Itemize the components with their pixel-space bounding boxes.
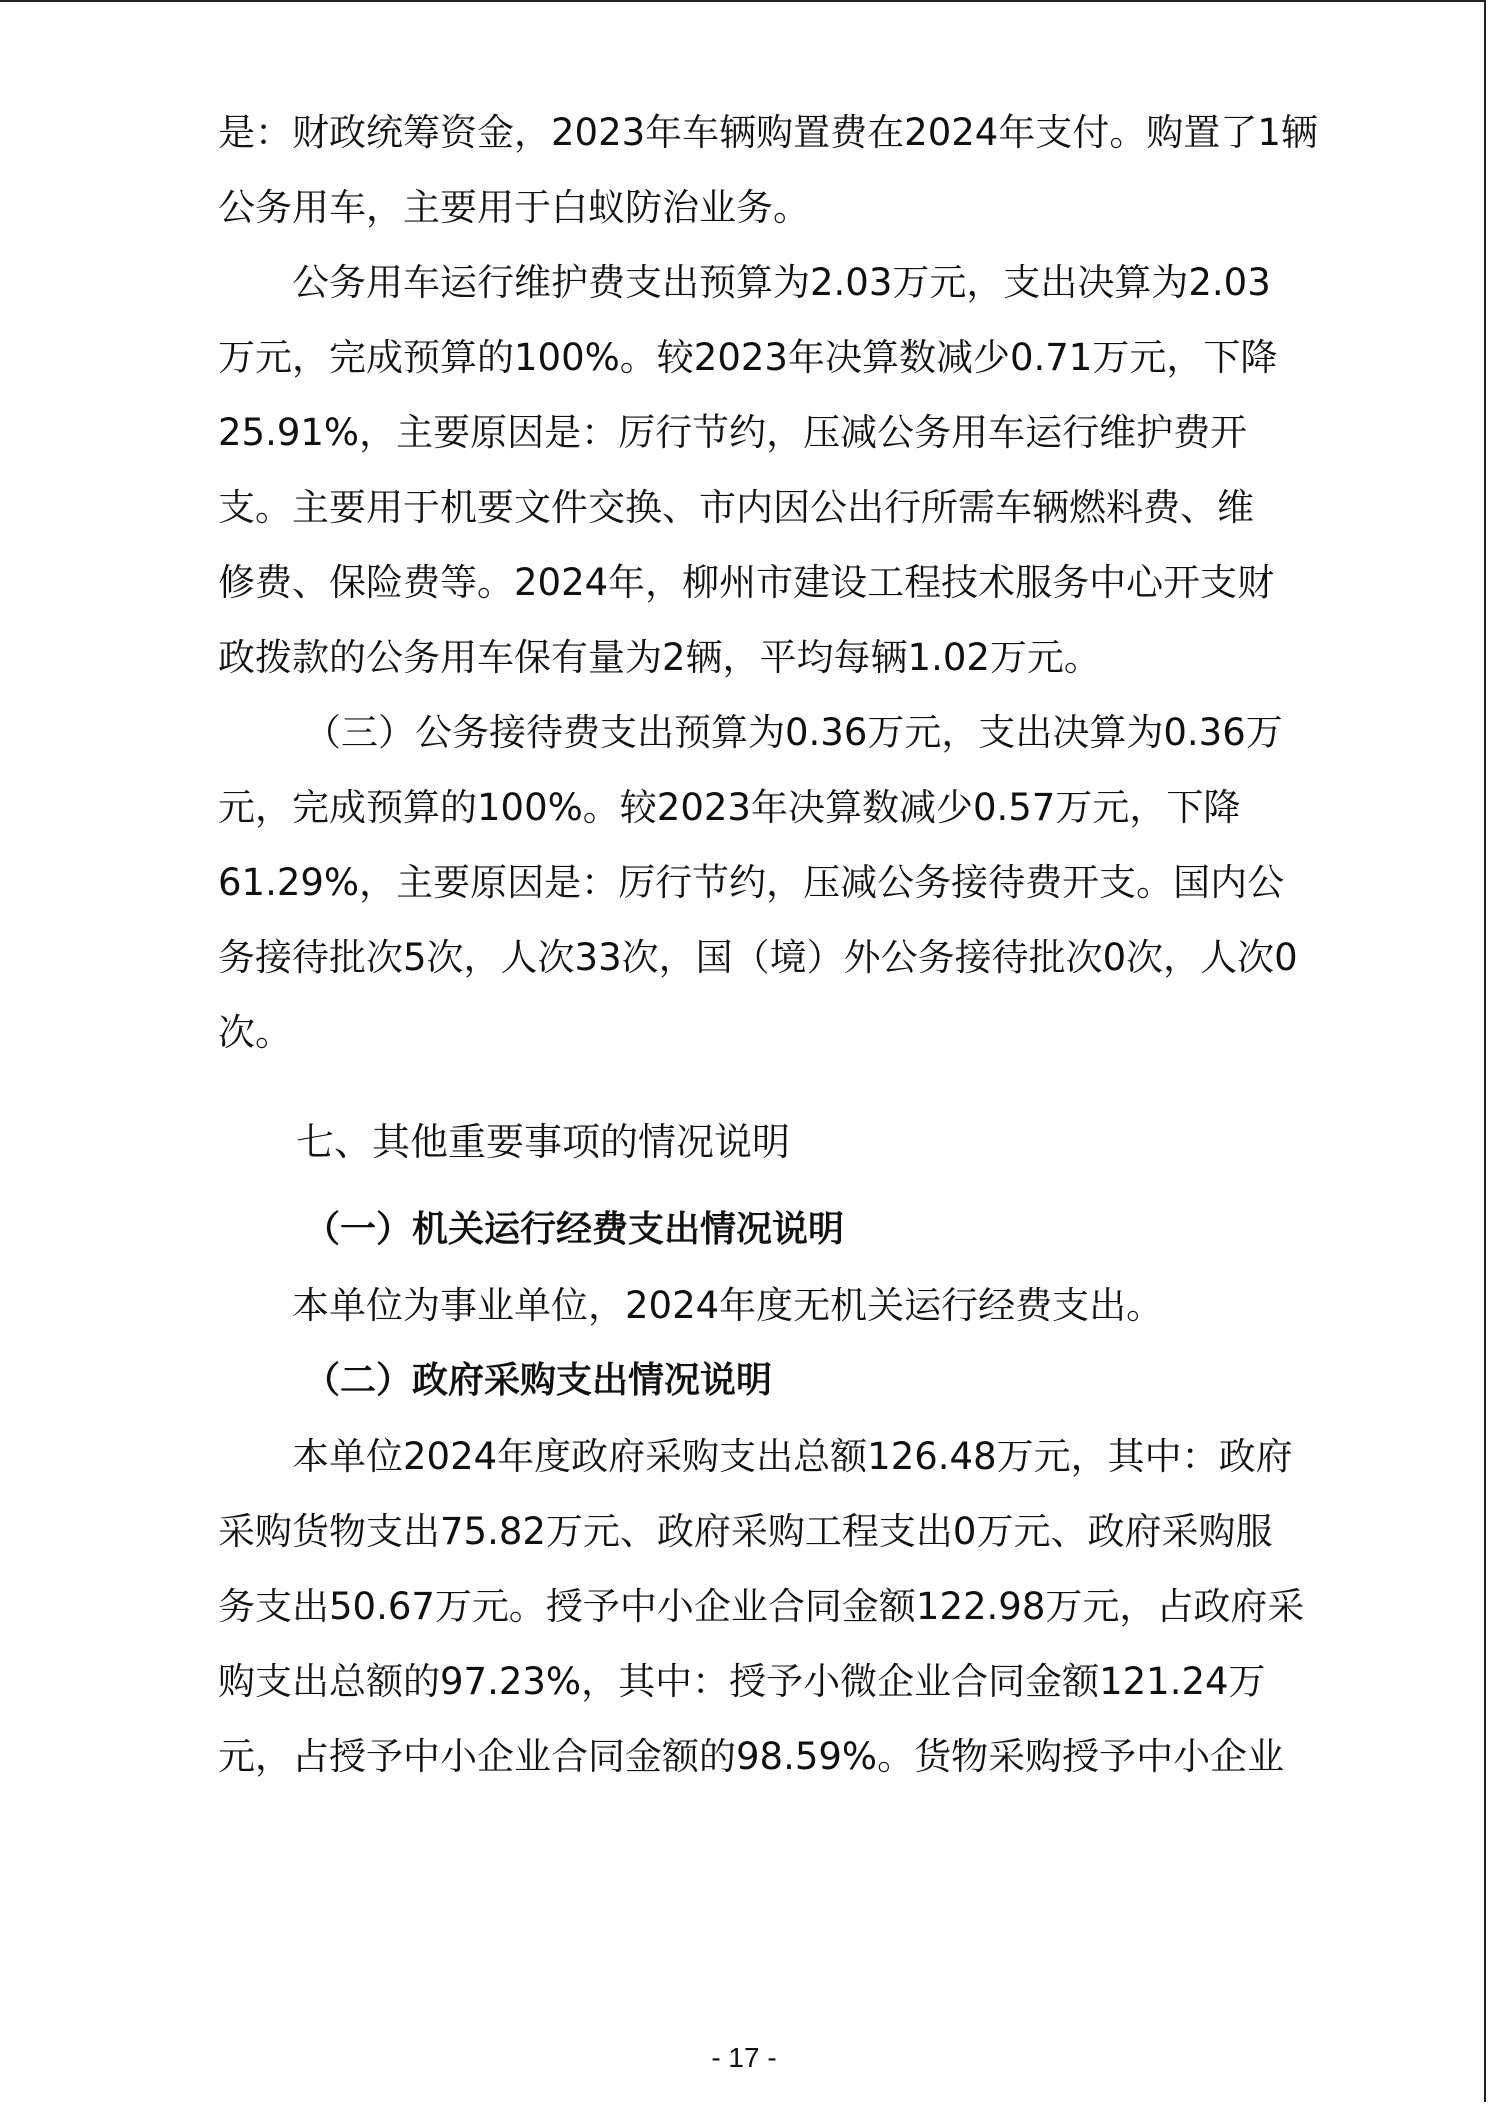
document-body bbox=[218, 95, 1318, 1794]
body-line: 公务用车运行维护费支出预算为2.03万元，支出决算为2.03 bbox=[292, 261, 1271, 304]
body-line: 25.91%，主要原因是：厉行节约，压减公务用车运行维护费开 bbox=[218, 411, 1248, 454]
body-line: 务支出50.67万元。授予中小企业合同金额122.98万元，占政府采 bbox=[218, 1585, 1305, 1628]
page-number: - 17 - bbox=[711, 2042, 777, 2073]
body-line: 务接待批次5次，人次33次，国（境）外公务接待批次0次，人次0 bbox=[218, 936, 1298, 979]
body-line: 采购货物支出75.82万元、政府采购工程支出0万元、政府采购服 bbox=[218, 1510, 1273, 1553]
body-line: 元，占授予中小企业合同金额的98.59%。货物采购授予中小企业 bbox=[218, 1735, 1285, 1778]
body-line: 万元，完成预算的100%。较2023年决算数减少0.71万元，下降 bbox=[218, 336, 1278, 379]
body-line: 购支出总额的97.23%，其中：授予小微企业合同金额121.24万 bbox=[218, 1660, 1266, 1703]
body-line: 本单位2024年度政府采购支出总额126.48万元，其中：政府 bbox=[292, 1435, 1293, 1478]
body-line: （三）公务接待费支出预算为0.36万元，支出决算为0.36万 bbox=[304, 711, 1283, 754]
body-line: 支。主要用于机要文件交换、市内因公出行所需车辆燃料费、维 bbox=[218, 486, 1254, 529]
subsection-heading: （一）机关运行经费支出情况说明 bbox=[304, 1209, 845, 1250]
body-line: 公务用车，主要用于白蚁防治业务。 bbox=[218, 186, 810, 229]
subsection-heading: （二）政府采购支出情况说明 bbox=[304, 1360, 773, 1401]
body-line: 本单位为事业单位，2024年度无机关运行经费支出。 bbox=[292, 1284, 1164, 1327]
body-line: 是：财政统筹资金，2023年车辆购置费在2024年支付。购置了1辆 bbox=[218, 111, 1318, 154]
body-line: 政拨款的公务用车保有量为2辆，平均每辆1.02万元。 bbox=[218, 636, 1101, 679]
section-heading: 七、其他重要事项的情况说明 bbox=[296, 1120, 791, 1164]
body-line: 元，完成预算的100%。较2023年决算数减少0.57万元，下降 bbox=[218, 786, 1241, 829]
body-line: 次。 bbox=[218, 1011, 292, 1054]
body-line: 61.29%，主要原因是：厉行节约，压减公务接待费开支。国内公 bbox=[218, 861, 1285, 904]
body-line: 修费、保险费等。2024年，柳州市建设工程技术服务中心开支财 bbox=[218, 561, 1275, 604]
